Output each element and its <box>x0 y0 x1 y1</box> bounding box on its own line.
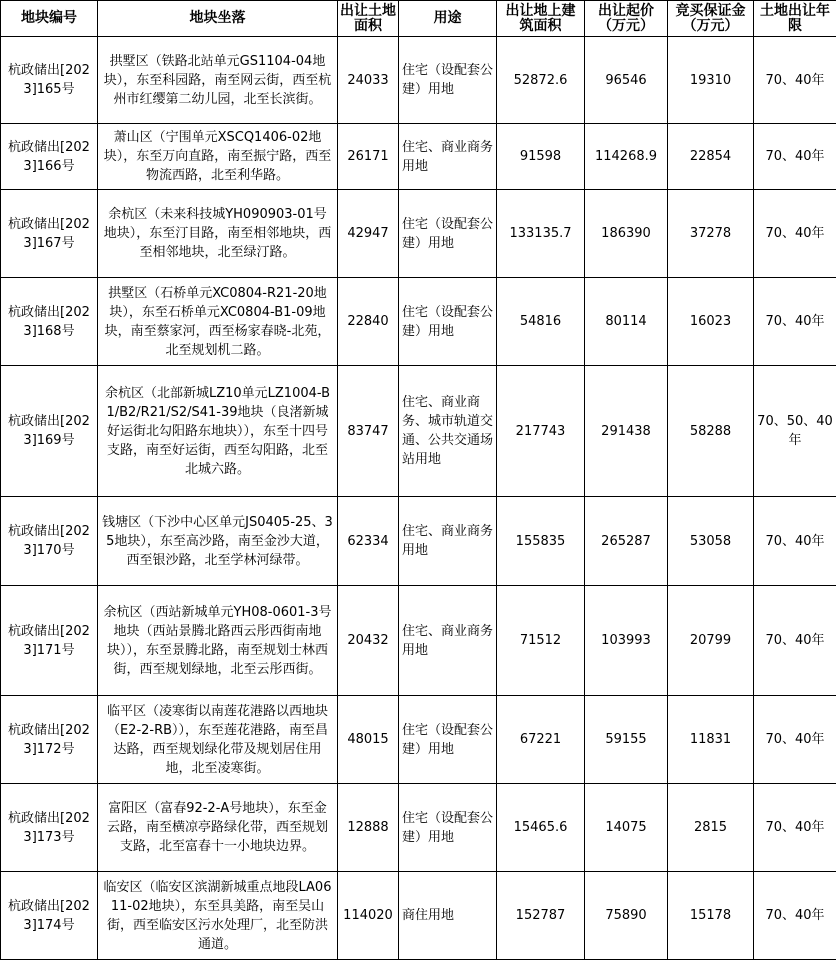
cell-start-price: 186390 <box>585 190 668 278</box>
cell-land-use: 住宅（设配套公建）用地 <box>399 278 497 366</box>
table-row <box>1 696 836 784</box>
cell-land-area: 48015 <box>338 696 399 784</box>
cell-location: 钱塘区（下沙中心区单元JS0405-25、35地块），东至高沙路，南至金沙大道，西至银沙路，北至学林河绿带。 <box>98 497 338 586</box>
cell-building-area: 91598 <box>497 124 585 190</box>
cell-deposit: 58288 <box>668 366 754 497</box>
cell-location: 富阳区（富春92-2-A号地块），东至金云路，南至横凉亭路绿化带，西至规划支路，北至富春十一小地块边界。 <box>98 784 338 872</box>
table-row <box>1 872 836 960</box>
cell-parcel-id: 杭政储出[2023]168号 <box>1 278 98 366</box>
table-row <box>1 784 836 872</box>
cell-building-area: 155835 <box>497 497 585 586</box>
cell-land-use: 住宅、商业商务用地 <box>399 124 497 190</box>
cell-term: 70、40年 <box>754 190 836 278</box>
cell-land-area: 42947 <box>338 190 399 278</box>
table-row <box>1 37 836 124</box>
cell-term: 70、40年 <box>754 497 836 586</box>
cell-parcel-id: 杭政储出[2023]172号 <box>1 696 98 784</box>
cell-parcel-id: 杭政储出[2023]174号 <box>1 872 98 960</box>
header-land-use: 用途 <box>399 1 497 37</box>
header-location: 地块坐落 <box>98 1 338 37</box>
cell-building-area: 152787 <box>497 872 585 960</box>
cell-term: 70、40年 <box>754 696 836 784</box>
cell-parcel-id: 杭政储出[2023]165号 <box>1 37 98 124</box>
cell-land-area: 24033 <box>338 37 399 124</box>
cell-building-area: 52872.6 <box>497 37 585 124</box>
cell-deposit: 53058 <box>668 497 754 586</box>
cell-start-price: 80114 <box>585 278 668 366</box>
header-land-area: 出让土地面积 <box>338 1 399 37</box>
cell-term: 70、40年 <box>754 784 836 872</box>
cell-land-area: 114020 <box>338 872 399 960</box>
cell-land-use: 住宅（设配套公建）用地 <box>399 784 497 872</box>
cell-location: 萧山区（宁围单元XSCQ1406-02地块），东至万向直路，南至振宁路，西至物流西路，北至利华路。 <box>98 124 338 190</box>
cell-start-price: 114268.9 <box>585 124 668 190</box>
cell-term: 70、40年 <box>754 586 836 696</box>
cell-land-area: 62334 <box>338 497 399 586</box>
cell-deposit: 11831 <box>668 696 754 784</box>
cell-location: 余杭区（未来科技城YH090903-01号地块），东至汀目路，南至相邻地块，西至相邻地块，北至绿汀路。 <box>98 190 338 278</box>
cell-start-price: 96546 <box>585 37 668 124</box>
table-row <box>1 366 836 497</box>
header-building-area: 出让地上建筑面积 <box>497 1 585 37</box>
cell-land-area: 83747 <box>338 366 399 497</box>
cell-location: 余杭区（西站新城单元YH08-0601-3号地块（西站景腾北路西云彤西街南地块）），东至景腾北路，南至规划士林西街，西至规划绿地，北至云彤西街。 <box>98 586 338 696</box>
cell-land-use: 住宅、商业商务用地 <box>399 497 497 586</box>
cell-land-use: 住宅（设配套公建）用地 <box>399 696 497 784</box>
cell-deposit: 20799 <box>668 586 754 696</box>
header-start-price: 出让起价（万元） <box>585 1 668 37</box>
cell-land-area: 20432 <box>338 586 399 696</box>
cell-deposit: 19310 <box>668 37 754 124</box>
cell-land-use: 商住用地 <box>399 872 497 960</box>
cell-start-price: 291438 <box>585 366 668 497</box>
cell-start-price: 265287 <box>585 497 668 586</box>
cell-location: 拱墅区（铁路北站单元GS1104-04地块），东至科园路，南至网云街，西至杭州市红缨第二幼儿园，北至长滨街。 <box>98 37 338 124</box>
cell-start-price: 75890 <box>585 872 668 960</box>
cell-deposit: 22854 <box>668 124 754 190</box>
table-row <box>1 586 836 696</box>
header-row <box>1 1 836 37</box>
cell-parcel-id: 杭政储出[2023]169号 <box>1 366 98 497</box>
cell-location: 拱墅区（石桥单元XC0804-R21-20地块），东至石桥单元XC0804-B1-09地块，南至蔡家河，西至杨家春晓-北苑，北至规划机二路。 <box>98 278 338 366</box>
cell-term: 70、40年 <box>754 37 836 124</box>
cell-parcel-id: 杭政储出[2023]166号 <box>1 124 98 190</box>
cell-deposit: 37278 <box>668 190 754 278</box>
cell-start-price: 103993 <box>585 586 668 696</box>
cell-land-use: 住宅、商业商务用地 <box>399 586 497 696</box>
cell-building-area: 71512 <box>497 586 585 696</box>
cell-term: 70、40年 <box>754 278 836 366</box>
cell-start-price: 59155 <box>585 696 668 784</box>
table-row <box>1 190 836 278</box>
cell-parcel-id: 杭政储出[2023]170号 <box>1 497 98 586</box>
cell-parcel-id: 杭政储出[2023]173号 <box>1 784 98 872</box>
cell-term: 70、40年 <box>754 872 836 960</box>
cell-building-area: 15465.6 <box>497 784 585 872</box>
cell-building-area: 217743 <box>497 366 585 497</box>
table-row <box>1 497 836 586</box>
cell-location: 临平区（凌寒街以南莲花港路以西地块（E2-2-RB）），东至莲花港路，南至昌达路，西至规划绿化带及规划居住用地，北至凌寒街。 <box>98 696 338 784</box>
cell-building-area: 54816 <box>497 278 585 366</box>
header-parcel-id: 地块编号 <box>1 1 98 37</box>
cell-parcel-id: 杭政储出[2023]171号 <box>1 586 98 696</box>
cell-land-area: 26171 <box>338 124 399 190</box>
cell-deposit: 2815 <box>668 784 754 872</box>
cell-parcel-id: 杭政储出[2023]167号 <box>1 190 98 278</box>
cell-land-use: 住宅（设配套公建）用地 <box>399 190 497 278</box>
cell-land-use: 住宅、商业商务、城市轨道交通、公共交通场站用地 <box>399 366 497 497</box>
header-term: 土地出让年限 <box>754 1 836 37</box>
cell-start-price: 14075 <box>585 784 668 872</box>
cell-building-area: 133135.7 <box>497 190 585 278</box>
cell-location: 临安区（临安区滨湖新城重点地段LA0611-02地块），东至具美路，南至吴山街，西至临安区污水处理厂，北至防洪通道。 <box>98 872 338 960</box>
table-row <box>1 124 836 190</box>
header-deposit: 竞买保证金（万元） <box>668 1 754 37</box>
cell-location: 余杭区（北部新城LZ10单元LZ1004-B1/B2/R21/S2/S41-39地块（良渚新城好运街北勾阳路东地块）），东至十四号支路，南至好运街，西至勾阳路，北至北城六路。 <box>98 366 338 497</box>
cell-term: 70、40年 <box>754 124 836 190</box>
cell-building-area: 67221 <box>497 696 585 784</box>
table-row <box>1 278 836 366</box>
cell-land-area: 22840 <box>338 278 399 366</box>
cell-land-area: 12888 <box>338 784 399 872</box>
cell-term: 70、50、40年 <box>754 366 836 497</box>
cell-deposit: 15178 <box>668 872 754 960</box>
cell-land-use: 住宅（设配套公建）用地 <box>399 37 497 124</box>
cell-deposit: 16023 <box>668 278 754 366</box>
